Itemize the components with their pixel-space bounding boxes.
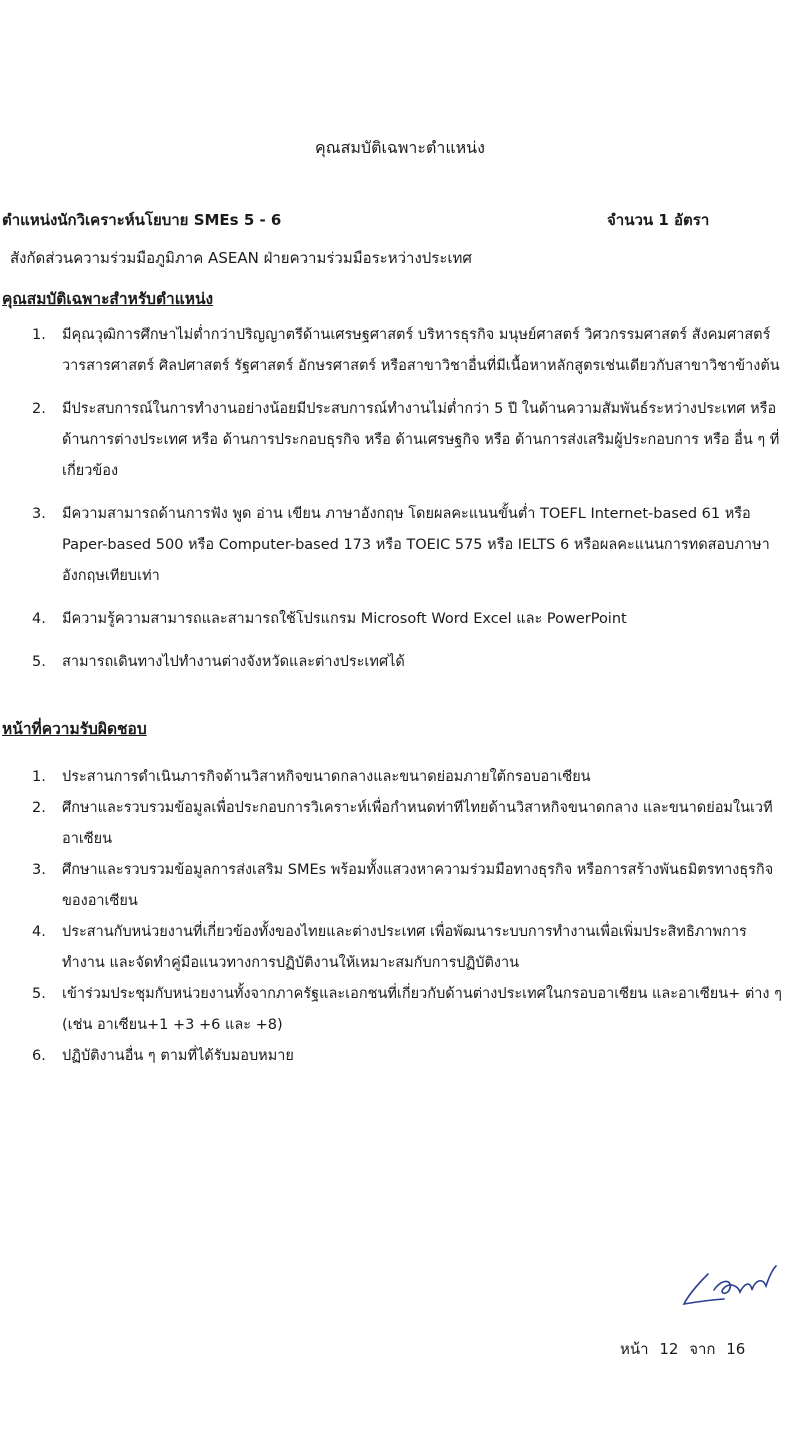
qualification-item bbox=[0, 499, 800, 592]
responsibility-item bbox=[0, 793, 800, 855]
qualification-item bbox=[0, 604, 800, 635]
item-number: 5. bbox=[32, 986, 46, 1002]
qualification-item bbox=[0, 647, 800, 678]
item-text: มีประสบการณ์ในการทำงานอย่างน้อยมีประสบการณ์ทำงานไม่ต่ำกว่า 5 ปี ในด้านความสัมพันธ์ระหว่างประเทศ หรือ ด้านการต่างประเทศ หรือ ด้านการประกอบธุรกิจ หรือ ด้านเศรษฐกิจ หรือ ด้านการส่งเสริมผู้ประกอบการ หรือ อื่น ๆ ที่เกี่ยวข้อง bbox=[62, 401, 780, 479]
item-number: 3. bbox=[32, 862, 46, 878]
item-number: 6. bbox=[32, 1048, 46, 1064]
item-text: มีคุณวุฒิการศึกษาไม่ต่ำกว่าปริญญาตรีด้านเศรษฐศาสตร์ บริหารธุรกิจ มนุษย์ศาสตร์ วิศวกรรมศาสตร์ สังคมศาสตร์ วารสารศาสตร์ ศิลปศาสตร์ รัฐศาสตร์ อักษรศาสตร์ หรือสาขาวิชาอื่นที่มีเนื้อหาหลักสูตรเช่นเดียวกับสาขาวิชาข้างต้น bbox=[62, 327, 780, 374]
item-number: 4. bbox=[32, 611, 46, 627]
item-text: ประสานกับหน่วยงานที่เกี่ยวข้องทั้งของไทยและต่างประเทศ เพื่อพัฒนาระบบการทำงานเพื่อเพิ่มประสิทธิภาพการทำงาน และจัดทำคู่มือแนวทางการปฏิบัติงานให้เหมาะสมกับการปฏิบัติงาน bbox=[62, 924, 747, 971]
item-number: 1. bbox=[32, 327, 46, 343]
item-number: 4. bbox=[32, 924, 46, 940]
position-title: ตำแหน่งนักวิเคราะห์นโยบาย SMEs 5 - 6 bbox=[2, 211, 282, 229]
qualifications-heading: คุณสมบัติเฉพาะสำหรับตำแหน่ง bbox=[2, 290, 214, 308]
responsibility-item bbox=[0, 1041, 800, 1072]
responsibilities-list bbox=[0, 762, 800, 1072]
page-number: หน้า 12 จาก 16 bbox=[620, 1340, 746, 1358]
item-number: 5. bbox=[32, 654, 46, 670]
item-number: 2. bbox=[32, 401, 46, 417]
item-number: 3. bbox=[32, 506, 46, 522]
affiliation-line: สังกัดส่วนความร่วมมือภูมิภาค ASEAN ฝ่ายความร่วมมือระหว่างประเทศ bbox=[10, 249, 472, 267]
qualification-item bbox=[0, 320, 800, 382]
item-text: มีความรู้ความสามารถและสามารถใช้โปรแกรม Microsoft Word Excel และ PowerPoint bbox=[62, 611, 627, 627]
item-text: มีความสามารถด้านการฟัง พูด อ่าน เขียน ภาษาอังกฤษ โดยผลคะแนนขั้นต่ำ TOEFL Internet-based 61 หรือ Paper-based 500 หรือ Computer-based 173 หรือ TOEIC 575 หรือ IELTS 6 หรือผลคะแนนการทดสอบภาษาอังกฤษเทียบเท่า bbox=[62, 506, 770, 584]
item-number: 1. bbox=[32, 769, 46, 785]
item-text: เข้าร่วมประชุมกับหน่วยงานทั้งจากภาครัฐและเอกชนที่เกี่ยวกับด้านต่างประเทศในกรอบอาเซียน และอาเซียน+ ต่าง ๆ (เช่น อาเซียน+1 +3 +6 และ +8) bbox=[62, 986, 782, 1033]
item-text: ปฏิบัติงานอื่น ๆ ตามที่ได้รับมอบหมาย bbox=[62, 1048, 294, 1064]
responsibility-item bbox=[0, 855, 800, 917]
responsibility-item bbox=[0, 762, 800, 793]
item-text: ประสานการดำเนินภารกิจด้านวิสาหกิจขนาดกลางและขนาดย่อมภายใต้กรอบอาเซียน bbox=[62, 769, 591, 785]
position-quota: จำนวน 1 อัตรา bbox=[607, 211, 710, 229]
page-title: คุณสมบัติเฉพาะตำแหน่ง bbox=[315, 138, 485, 157]
responsibility-item bbox=[0, 917, 800, 979]
responsibilities-heading: หน้าที่ความรับผิดชอบ bbox=[2, 720, 147, 738]
item-text: สามารถเดินทางไปทำงานต่างจังหวัดและต่างประเทศได้ bbox=[62, 654, 405, 670]
item-text: ศึกษาและรวบรวมข้อมูลการส่งเสริม SMEs พร้อมทั้งแสวงหาความร่วมมือทางธุรกิจ หรือการสร้างพันธมิตรทางธุรกิจของอาเซียน bbox=[62, 862, 774, 909]
item-number: 2. bbox=[32, 800, 46, 816]
qualification-item bbox=[0, 394, 800, 487]
responsibility-item bbox=[0, 979, 800, 1041]
item-text: ศึกษาและรวบรวมข้อมูลเพื่อประกอบการวิเคราะห์เพื่อกำหนดท่าทีไทยด้านวิสาหกิจขนาดกลาง และขนาดย่อมในเวทีอาเซียน bbox=[62, 800, 773, 847]
qualifications-list bbox=[0, 320, 800, 690]
handwritten-signature bbox=[680, 1262, 790, 1314]
